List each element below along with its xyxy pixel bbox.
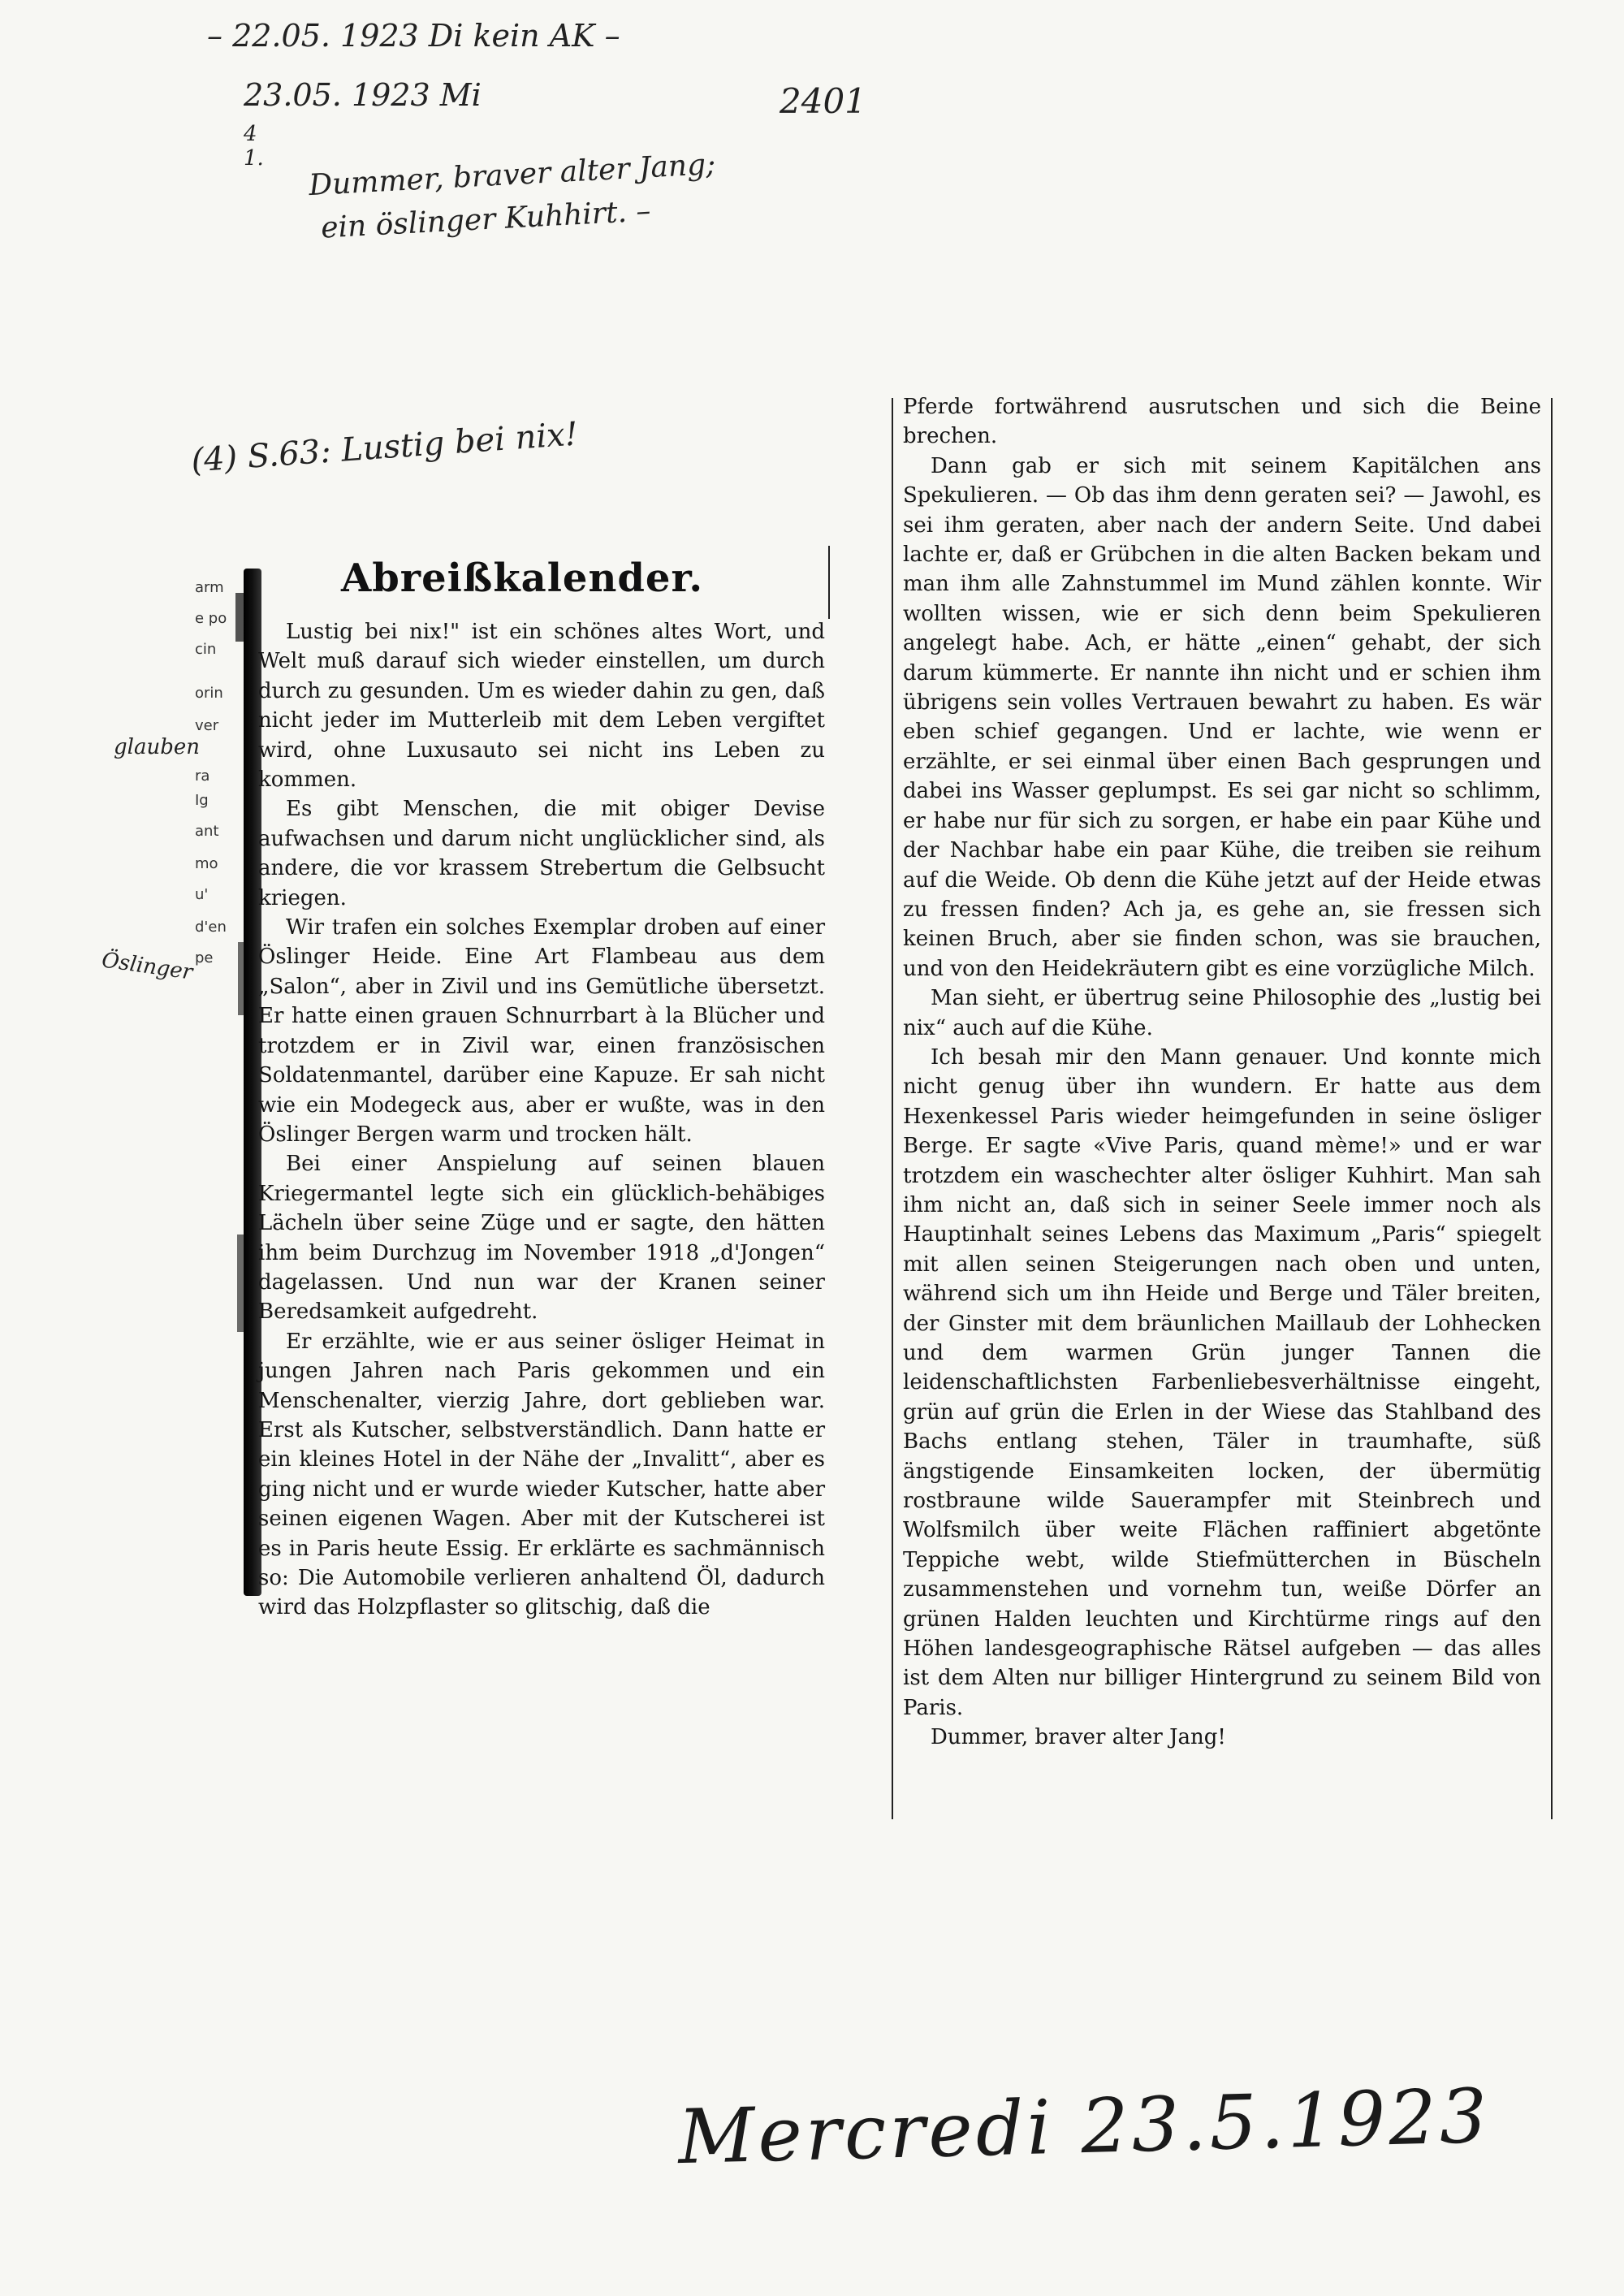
paragraph: Dann gab er sich mit seinem Kapitälchen ans Spekulieren. — Ob das ihm denn geraten sei? — Jawohl, es sei ihm geraten, aber nach der andern Seite. Und dabei lachte er, daß er Grübchen in die alten Backen bekam und man ihm alle Zahnstummel im Mund zählen konnte. Wir wollten wissen, wie er sich denn beim Spekulieren angelegt habe. Ach, er hätte „einen“ gehabt, der sich darum kümmerte. Er nannte ihn nicht und er schien ihm übrigens sein volles Vertrauen bewahrt zu haben. Es wär eben schief gegangen. Und er lachte, wie wenn er erzählte, er sei einmal über einen Bach gesprungen und dabei ins Wasser geplumpst. Es sei gar nicht so schlimm, er habe nur für sich zu sorgen, er habe ein paar Kühe und der Nachbar habe ein paar Kühe, die treiben sie reihum auf die Weide. Ob denn die Kühe jetzt auf der Heide etwas zu fressen finden? Ach ja, es gehe an, sie fressen sich keinen Bruch, aber sie finden schon, was sie brauchen, und von den Heidekräutern gibt es eine vorzügliche Milch. <box>903 453 1541 981</box>
handwritten-item-marker: 4 1. <box>244 122 264 171</box>
margin-fragment: mo <box>195 855 218 872</box>
paragraph: Wir trafen ein solches Exemplar droben auf einer Öslinger Heide. Eine Art Flambeau aus dem „Salon“, aber in Zivil und ins Gemütliche übersetzt. Er hatte einen grauen Schnurrbart à la Blücher und trotzdem er in Zivil war, einen französischen Soldatenmantel, darüber eine Kapuze. Er sah nicht wie ein Modegeck aus, aber er wußte, was in den Öslinger Bergen warm und trocken hält. <box>258 915 825 1147</box>
handwritten-date-line-2: 23.05. 1923 Mi <box>244 77 482 113</box>
handwritten-bottom-date: Mercredi 23.5.1923 <box>676 2072 1492 2181</box>
clipping-edge-smear-detail <box>237 1234 244 1332</box>
margin-fragment: e po <box>195 610 227 627</box>
margin-fragment: d'en <box>195 919 227 936</box>
margin-fragment: pe <box>195 949 214 966</box>
clipping-edge-smear-detail <box>238 942 244 1015</box>
column-2-left-rule <box>892 398 893 1819</box>
margin-fragment: cin <box>195 641 217 658</box>
paragraph: Bei einer Anspielung auf seinen blauen Kriegermantel legte sich ein glücklich-behäbiges Lächeln über seine Züge und er sagte, den hätten ihm beim Durchzug im November 1918 „d'Jongen“ dagelassen. Und nun war der Kranen seiner Beredsamkeit aufgedreht. <box>258 1152 825 1325</box>
margin-fragment: ver <box>195 717 219 734</box>
margin-fragment: arm <box>195 579 224 596</box>
article-title: Abreißkalender. <box>341 556 704 601</box>
margin-fragment: u' <box>195 886 209 903</box>
margin-fragment: Ig <box>195 792 209 809</box>
paragraph: Pferde fortwährend ausrutschen und sich die Beine brechen. <box>903 395 1541 449</box>
article-column-1 <box>258 617 825 1623</box>
margin-fragment: ant <box>195 823 219 840</box>
paragraph: Lustig bei nix!" ist ein schönes altes Wort, und Welt muß darauf sich wieder einstellen, um durch durch zu gesunden. Um es wieder dahin zu gen, daß nicht jeder im Mutterleib mit dem Leben vergiftet wird, ohne Luxusauto sei nicht ins Leben zu kommen. <box>258 620 825 793</box>
margin-fragment: ra <box>195 767 210 785</box>
column-1-right-rule <box>828 546 830 619</box>
handwritten-page-number: 2401 <box>780 81 866 121</box>
handwritten-date-line-1: – 22.05. 1923 Di kein AK – <box>207 18 620 54</box>
handwritten-note-line-2: ein öslinger Kuhhirt. – <box>320 194 652 245</box>
paragraph: Ich besah mir den Mann genauer. Und konnte mich nicht genug über ihn wundern. Er hatte aus dem Hexenkessel Paris wieder heimgefunden in seine ösliger Berge. Er sagte «Vive Paris, quand mème!» und er war trotzdem ein waschechter alter ösliger Kuhhirt. Man sah ihm nicht an, daß sich in seiner Seele immer noch als Hauptinhalt seines Lebens das Maximum „Paris“ spiegelt mit allen seinen Steigerungen nach oben und unten, während sich um ihn Heide und Berge und Täler breiten, der Ginster mit dem bräunlichen Maillaub der Lohhecken und dem warmen Grün junger Tannen die leidenschaftlichsten Farbenliebesverhältnisse eingeht, grün auf grün die Erlen in der Wiese das Stahlband des Bachs entlang stehen, Täler in traumhafte, süß ängstigende Einsamkeiten locken, der übermütig rostbraune wilde Sauerampfer mit Steinbrech und Wolfsmilch über weite Flächen raffiniert abgetönte Teppiche webt, wilde Stiefmütterchen in Büscheln zusammenstehen und vornehm tun, weiße Dörfer an grünen Halden leuchten und Kirchtürme rings auf den Höhen landesgeographische Rätsel aufgeben — das alles ist dem Alten nur billiger Hintergrund zu seinem Bild von Paris. <box>903 1044 1541 1720</box>
clipping-edge-smear-detail <box>235 593 244 642</box>
margin-fragment: orin <box>195 685 223 702</box>
paragraph: Man sieht, er übertrug seine Philosophie des „lustig bei nix“ auch auf die Kühe. <box>903 986 1541 1040</box>
paragraph: Es gibt Menschen, die mit obiger Devise aufwachsen und darum nicht unglücklicher sind, als andere, die vor krassem Strebertum die Gelbsucht kriegen. <box>258 797 825 910</box>
paragraph: Er erzählte, wie er aus seiner ösliger Heimat in jungen Jahren nach Paris gekommen und ein Menschenalter, vierzig Jahre, dort geblieben war. Erst als Kutscher, selbstverständlich. Dann hatte er ein kleines Hotel in der Nähe der „Invalitt“, aber es ging nicht und er wurde wieder Kutscher, hatte aber seinen eigenen Wagen. Aber mit der Kutscherei ist es in Paris heute Essig. Er erklärte es sachmännisch so: Die Automobile verlieren anhaltend Öl, dadurch wird das Holzpflaster so glitschig, daß die <box>258 1329 825 1620</box>
handwritten-reference-note: (4) S.63: Lustig bei nix! <box>189 415 580 480</box>
paragraph: Dummer, braver alter Jang! <box>931 1725 1226 1750</box>
handwritten-margin-word-glauben: glauben <box>114 735 200 759</box>
column-2-right-rule <box>1551 398 1553 1819</box>
handwritten-note-line-1: Dummer, braver alter Jang; <box>308 147 717 203</box>
handwritten-margin-word-oslinger: Öslinger <box>100 948 195 985</box>
article-column-2 <box>903 392 1541 1753</box>
